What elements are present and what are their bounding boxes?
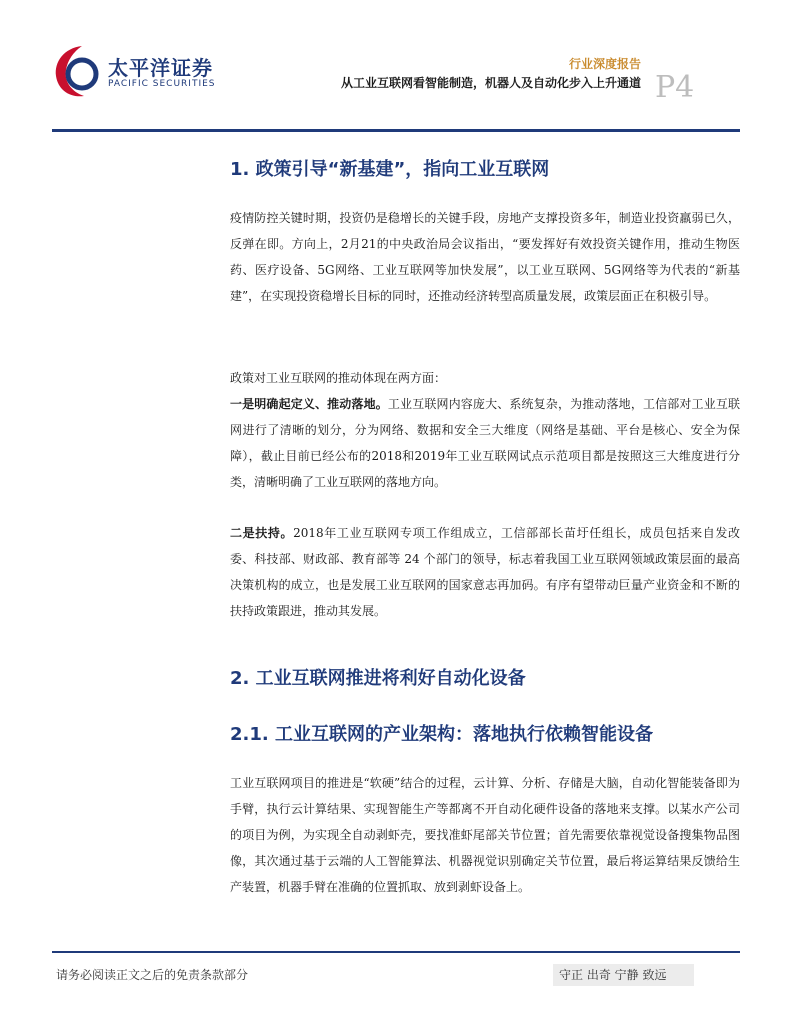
section-2-1-paragraph-1: 工业互联网项目的推进是“软硬”结合的过程，云计算、分析、存储是大脑，自动化智能装备即为手臂，执行云计算结果、实现智能生产等都离不开自动化硬件设备的落地来支撑。以某水产公司的项目为例，为实现全自动剥虾壳，要找准虾尾部关节位置；首先需要依靠视觉设备搜集物品图像，其次通过基于云端的人工智能算法、机器视觉识别确定关节位置，最后将运算结果反馈给生产装置，机器手臂在准确的位置抓取、放到剥虾设备上。 [230,776,740,894]
logo-name-en: PACIFIC SECURITIES [108,79,216,89]
logo-name-cn: 太平洋证券 [108,56,213,80]
section-2-heading: 2. 工业互联网推进将利好自动化设备 [230,668,526,689]
page-number: P4 [655,70,695,105]
point-1-lead: 一是明确起定义、推动落地。 [230,397,388,411]
section-1-heading: 1. 政策引导“新基建”，指向工业互联网 [230,159,550,180]
section-1-paragraph-3 [230,391,740,495]
section-2-1-heading: 2.1. 工业互联网的产业架构：落地执行依赖智能设备 [230,724,653,745]
point-1-text: 工业互联网内容庞大、系统复杂，为推动落地，工信部对工业互联网进行了清晰的划分，分为网络、数据和安全三大维度（网络是基础、平台是核心、安全为保障），截止目前已经公布的2018和2019年工业互联网试点示范项目都是按照这三大维度进行分类，清晰明确了工业互联网的落地方向。 [230,397,740,489]
report-title: 从工业互联网看智能制造，机器人及自动化步入上升通道 [340,76,641,90]
footer-disclaimer: 请务必阅读正文之后的免责条款部分 [56,968,249,982]
section-1-paragraph-4 [230,520,740,624]
point-2-lead: 二是扶持。 [230,526,294,540]
footer-divider [52,951,740,953]
report-type: 行业深度报告 [568,57,641,71]
header-divider [52,129,740,132]
logo-emblem-icon [52,42,102,100]
footer-motto: 守正 出奇 宁静 致远 [553,964,694,986]
section-1-paragraph-2: 政策对工业互联网的推动体现在两方面： [230,371,447,385]
point-2-text: 2018年工业互联网专项工作组成立，工信部部长苗圩任组长，成员包括来自发改委、科技部、财政部、教育部等 24 个部门的领导，标志着我国工业互联网领域政策层面的最高决策机构的成立，也是发展工业互联网的国家意志再加码。有序有望带动巨量产业资金和不断的扶持政策跟进，推动其发展。 [230,526,740,618]
section-1-paragraph-1: 疫情防控关键时期，投资仍是稳增长的关键手段，房地产支撑投资多年，制造业投资羸弱已久，反弹在即。方向上，2月21的中央政治局会议指出，“要发挥好有效投资关键作用，推动生物医药、医疗设备、5G网络、工业互联网等加快发展”，以工业互联网、5G网络等为代表的“新基建”，在实现投资稳增长目标的同时，还推动经济转型高质量发展，政策层面正在积极引导。 [230,211,740,303]
company-logo [52,42,222,100]
